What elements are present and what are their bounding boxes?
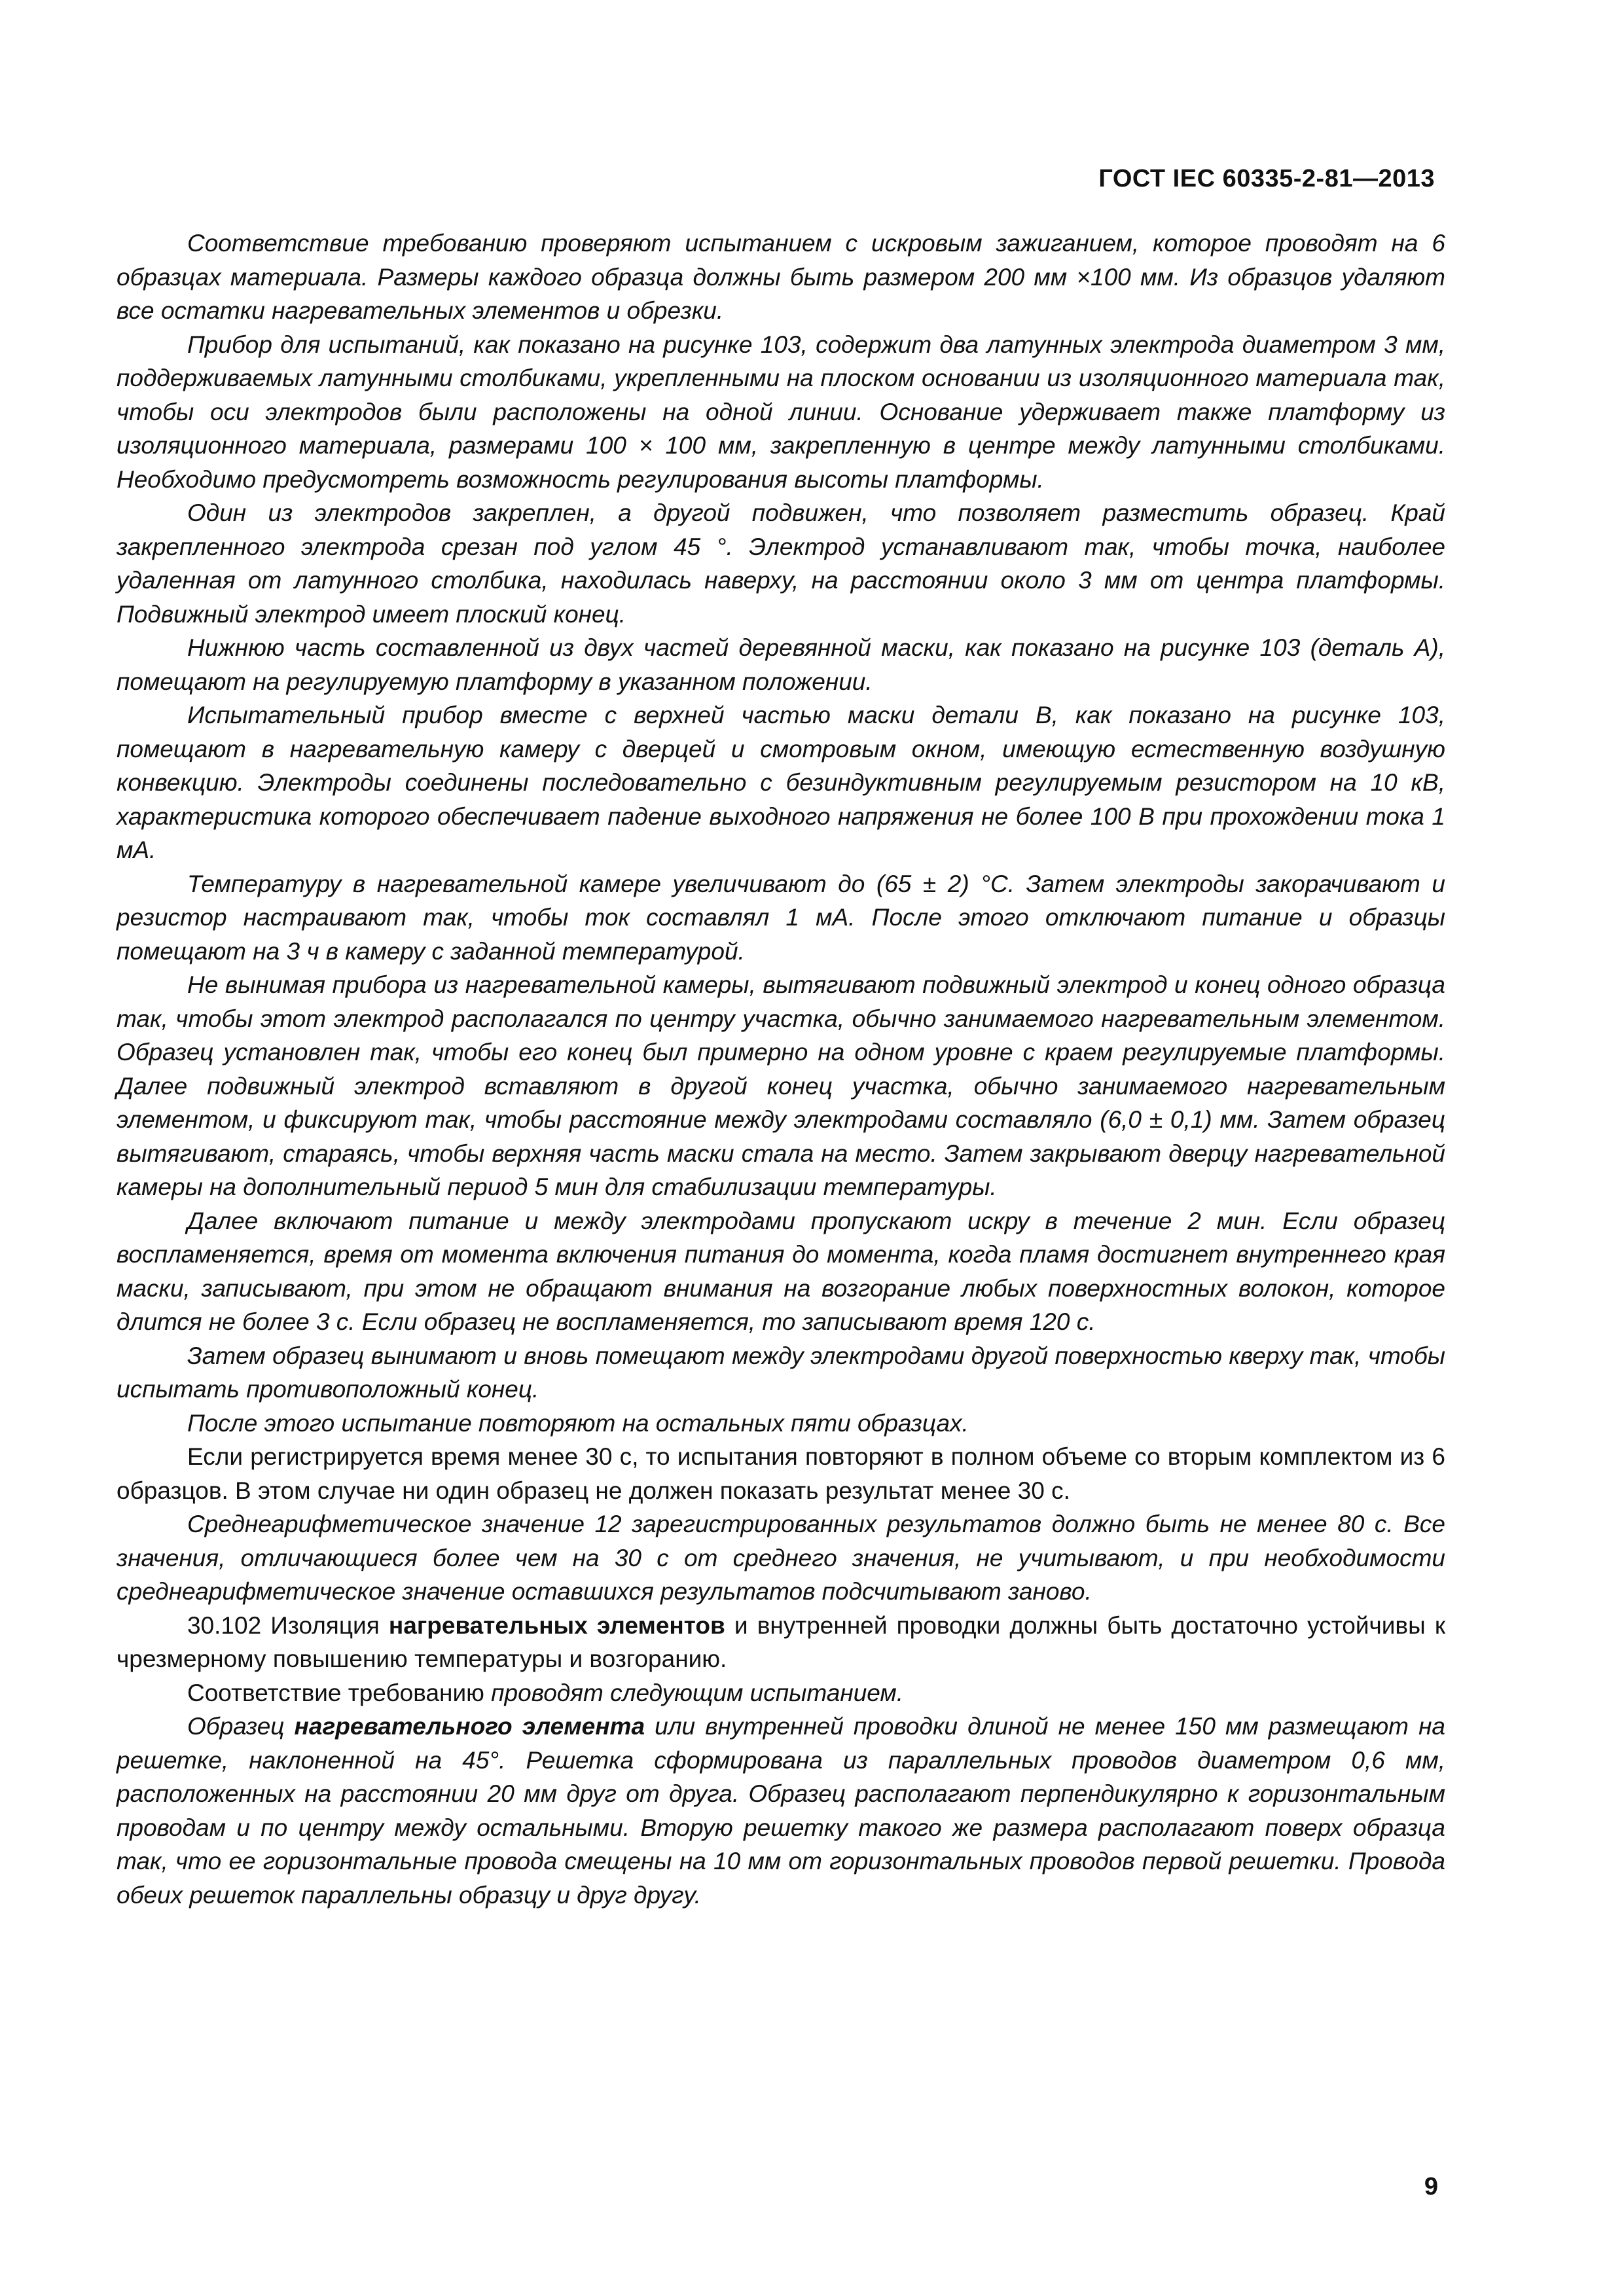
grid-text-end: или внутренней проводки длиной не менее 150 мм размещают на решетке, наклоненной на 45°. Решетка сформирована из параллельных проводов диаметром 0,6 мм, расположенных на расстоянии 20 мм друг от друга. Образец располагают перпендикулярно к горизонтальным проводам и по центру между остальными. Вторую решетку такого же размера располагают поверх образца так, что ее горизонтальные провода смещены на 10 мм от горизонтальных проводов первой решетки. Провода обеих решеток параллельны образцу и друг другу. [117, 1713, 1446, 1909]
page-number: 9 [1424, 2173, 1438, 2200]
document-code-header: ГОСТ IEC 60335-2-81—2013 [1098, 165, 1435, 192]
paragraph-grid-test [117, 1710, 1445, 1912]
paragraph-average-result: Среднеарифметическое значение 12 зарегистрированных результатов должно быть не менее 80 с. Все значения, отличающиеся более чем на 30 с от среднего значения, не учитывают, и при необходимости среднеарифметическое значение оставшихся результатов подсчитывают заново. [117, 1511, 1445, 1605]
compliance-text-italic: проводят следующим испытанием. [491, 1679, 904, 1706]
document-body [117, 226, 1445, 1912]
paragraph-compliance-test [117, 1676, 1445, 1710]
grid-text-start: Образец [187, 1713, 295, 1740]
paragraph-test-apparatus: Прибор для испытаний, как показано на рисунке 103, содержит два латунных электрода диаметром 3 мм, поддерживаемых латунными столбиками, укрепленными на плоском основании из изоляционного материала так, чтобы оси электродов были расположены на одной линии. Основание удерживает также платформу из изоляционного материала, размерами 100 × 100 мм, закрепленную в центре между латунными столбиками. Необходимо предусмотреть возможность регулирования высоты платформы. [117, 331, 1445, 493]
defined-term-heating-element: нагревательного элемента [294, 1713, 645, 1740]
clause-text-end: и внутренней проводки должны быть достаточно устойчивы к чрезмерному повышению температуры и возгоранию. [117, 1611, 1446, 1672]
paragraph-sample-positioning: Не вынимая прибора из нагревательной камеры, вытягивают подвижный электрод и конец одного образца так, чтобы этот электрод располагался по центру участка, обычно занимаемого нагревательным элементом. Образец установлен так, чтобы его конец был примерно на одном уровне с краем регулируемые платформы. Далее подвижный электрод вставляют в другой конец участка, обычно занимаемого нагревательным элементом, и фиксируют так, чтобы расстояние между электродами составляло (6,0 ± 0,1) мм. Затем образец вытягивают, стараясь, чтобы верхняя часть маски стала на место. Затем закрывают дверцу нагревательной камеры на дополнительный период 5 мин для стабилизации температуры. [117, 971, 1445, 1200]
paragraph-heating-chamber: Испытательный прибор вместе с верхней частью маски детали В, как показано на рисунке 103, помещают в нагревательную камеру с дверцей и смотровым окном, имеющую естественную воздушную конвекцию. Электроды соединены последовательно с безиндуктивным регулируемым резистором на 10 кВ, характеристика которого обеспечивает падение выходного напряжения не более 100 В при прохождении тока 1 мА. [117, 702, 1445, 863]
paragraph-opposite-side: Затем образец вынимают и вновь помещают между электродами другой поверхностью кверху так, чтобы испытать противоположный конец. [117, 1342, 1445, 1403]
paragraph-retest-condition: Если регистрируется время менее 30 с, то испытания повторяют в полном объеме со вторым комплектом из 6 образцов. В этом случае ни один образец не должен показать результат менее 30 с. [117, 1443, 1445, 1504]
paragraph-chamber-temperature: Температуру в нагревательной камере увеличивают до (65 ± 2) °С. Затем электроды закорачивают и резистор настраивают так, чтобы ток составлял 1 мА. После этого отключают питание и образцы помещают на 3 ч в камеру с заданной температурой. [117, 870, 1445, 965]
compliance-text-start: Соответствие требованию [187, 1679, 492, 1706]
paragraph-clause-30-102 [117, 1609, 1445, 1676]
defined-term-heating-elements: нагревательных элементов [388, 1611, 725, 1639]
paragraph-wooden-mask: Нижнюю часть составленной из двух частей деревянной маски, как показано на рисунке 103 (деталь А), помещают на регулируемую платформу в указанном положении. [117, 634, 1445, 695]
paragraph-repeat-samples: После этого испытание повторяют на остальных пяти образцах. [187, 1409, 969, 1437]
clause-text-start: 30.102 Изоляция [187, 1611, 389, 1639]
paragraph-spark-test-intro: Соответствие требованию проверяют испытанием с искровым зажиганием, которое проводят на 6 образцах материала. Размеры каждого образца должны быть размером 200 мм ×100 мм. Из образцов удаляют все остатки нагревательных элементов и обрезки. [117, 230, 1445, 324]
paragraph-spark-ignition: Далее включают питание и между электродами пропускают искру в течение 2 мин. Если образец воспламеняется, время от момента включения питания до момента, когда пламя достигнет внутреннего края маски, записывают, при этом не обращают внимания на возгорание любых поверхностных волокон, которое длится не более 3 с. Если образец не воспламеняется, то записывают время 120 с. [117, 1207, 1445, 1335]
paragraph-electrodes: Один из электродов закреплен, а другой подвижен, что позволяет разместить образец. Край закрепленного электрода срезан под углом 45 °. Электрод устанавливают так, чтобы точка, наиболее удаленная от латунного столбика, находилась наверху, на расстоянии около 3 мм от центра платформы. Подвижный электрод имеет плоский конец. [117, 499, 1445, 628]
